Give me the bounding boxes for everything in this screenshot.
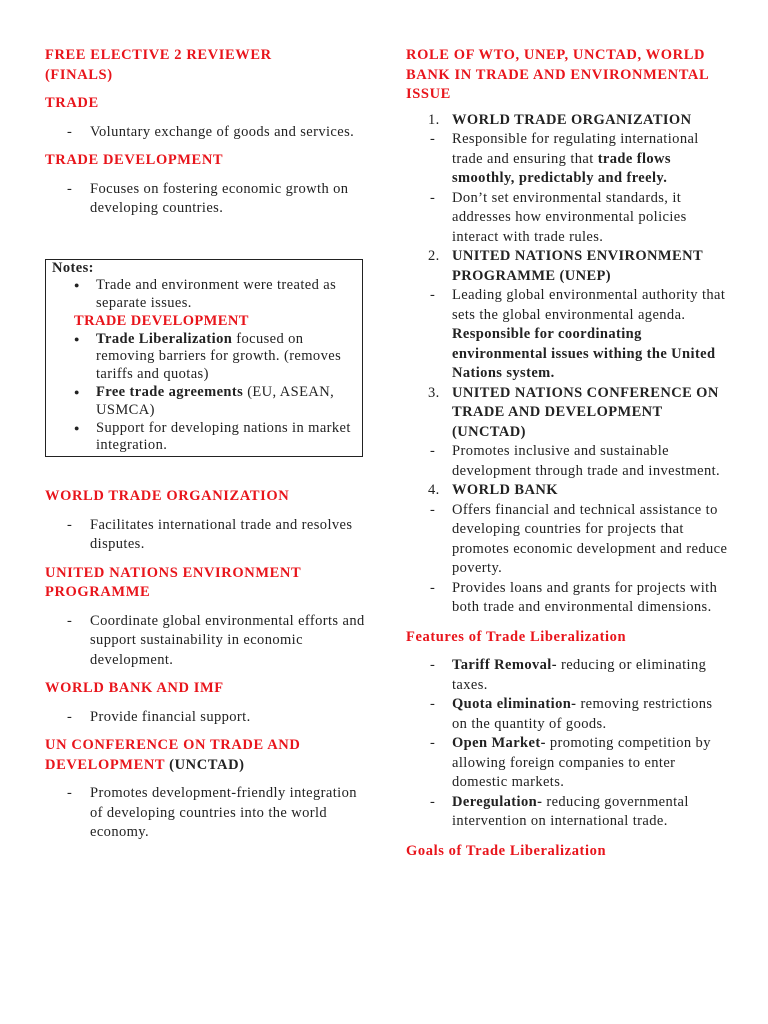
feature-quota-elimination: - Quota elimination- removing restrictions on the quantity of goods. bbox=[406, 695, 731, 734]
wto-definition: - Facilitates international trade and resolves disputes. bbox=[45, 516, 365, 555]
heading-wto: WORLD TRADE ORGANIZATION bbox=[45, 488, 290, 505]
notes-label: Notes: bbox=[52, 259, 94, 276]
numbered-item-3: 3. UNITED NATIONS CONFERENCE ON TRADE AND DEVELOPMENT (UNCTAD) bbox=[428, 384, 719, 440]
numbered-item-1: 1. WORLD TRADE ORGANIZATION bbox=[428, 111, 692, 128]
goals-heading: Goals of Trade Liberalization bbox=[406, 842, 607, 859]
right-column bbox=[406, 46, 731, 870]
heading-world-bank-imf: WORLD BANK AND IMF bbox=[45, 680, 224, 697]
feature-tariff-removal: - Tariff Removal- reducing or eliminating taxes. bbox=[406, 656, 731, 695]
unep-detail-1: - Leading global environmental authority that sets the global environmental agenda. Responsible for coordinating environmental issues withing the United Nations system. bbox=[406, 286, 731, 384]
trade-definition: - Voluntary exchange of goods and services. bbox=[45, 123, 365, 143]
document-title: FREE ELECTIVE 2 REVIEWER (FINALS) bbox=[45, 47, 272, 83]
feature-deregulation: - Deregulation- reducing governmental intervention on international trade. bbox=[406, 793, 731, 832]
heading-unctad: UN CONFERENCE ON TRADE AND DEVELOPMENT (UNCTAD) bbox=[45, 737, 301, 773]
notes-bullet-2: ● Trade Liberalization focused on removing barriers for growth. (removes tariffs and quotas) bbox=[52, 331, 356, 384]
role-heading: ROLE OF WTO, UNEP, UNCTAD, WORLD BANK IN TRADE AND ENVIRONMENTAL ISSUE bbox=[406, 47, 709, 102]
wto-detail-2: - Don’t set environmental standards, it addresses how environmental policies interact with trade rules. bbox=[406, 189, 731, 248]
numbered-item-2: 2. UNITED NATIONS ENVIRONMENT PROGRAMME (UNEP) bbox=[428, 248, 703, 284]
wto-detail-1: - Responsible for regulating international trade and ensuring that trade flows smoothly, predictably and freely. bbox=[406, 130, 731, 189]
notes-bullet-1: ● Trade and environment were treated as separate issues. bbox=[52, 277, 356, 313]
features-heading: Features of Trade Liberalization bbox=[406, 628, 627, 645]
trade-development-definition: - Focuses on fostering economic growth on developing countries. bbox=[45, 180, 365, 219]
world-bank-imf-definition: - Provide financial support. bbox=[45, 708, 365, 728]
world-bank-detail-1: - Offers financial and technical assistance to developing countries for projects that promotes economic development and reduce poverty. bbox=[406, 501, 731, 579]
heading-trade: TRADE bbox=[45, 95, 99, 111]
notes-box bbox=[45, 259, 363, 458]
notes-bullet-4: ● Support for developing nations in market integration. bbox=[52, 420, 356, 456]
heading-unep: UNITED NATIONS ENVIRONMENT PROGRAMME bbox=[45, 564, 301, 601]
left-column bbox=[45, 46, 365, 852]
world-bank-detail-2: - Provides loans and grants for projects with both trade and environmental dimensions. bbox=[406, 579, 731, 618]
feature-open-market: - Open Market- promoting competition by allowing foreign companies to enter domestic markets. bbox=[406, 734, 731, 793]
unctad-definition: - Promotes development-friendly integration of developing countries into the world economy. bbox=[45, 784, 365, 843]
notes-subheading: TRADE DEVELOPMENT bbox=[74, 312, 249, 329]
unctad-detail-1: - Promotes inclusive and sustainable development through trade and investment. bbox=[406, 442, 731, 481]
numbered-item-4: 4. WORLD BANK bbox=[428, 482, 558, 498]
unep-definition: - Coordinate global environmental efforts and support sustainability in economic development. bbox=[45, 612, 365, 671]
notes-bullet-3: ● Free trade agreements (EU, ASEAN, USMCA) bbox=[52, 384, 356, 420]
heading-trade-development: TRADE DEVELOPMENT bbox=[45, 152, 224, 168]
